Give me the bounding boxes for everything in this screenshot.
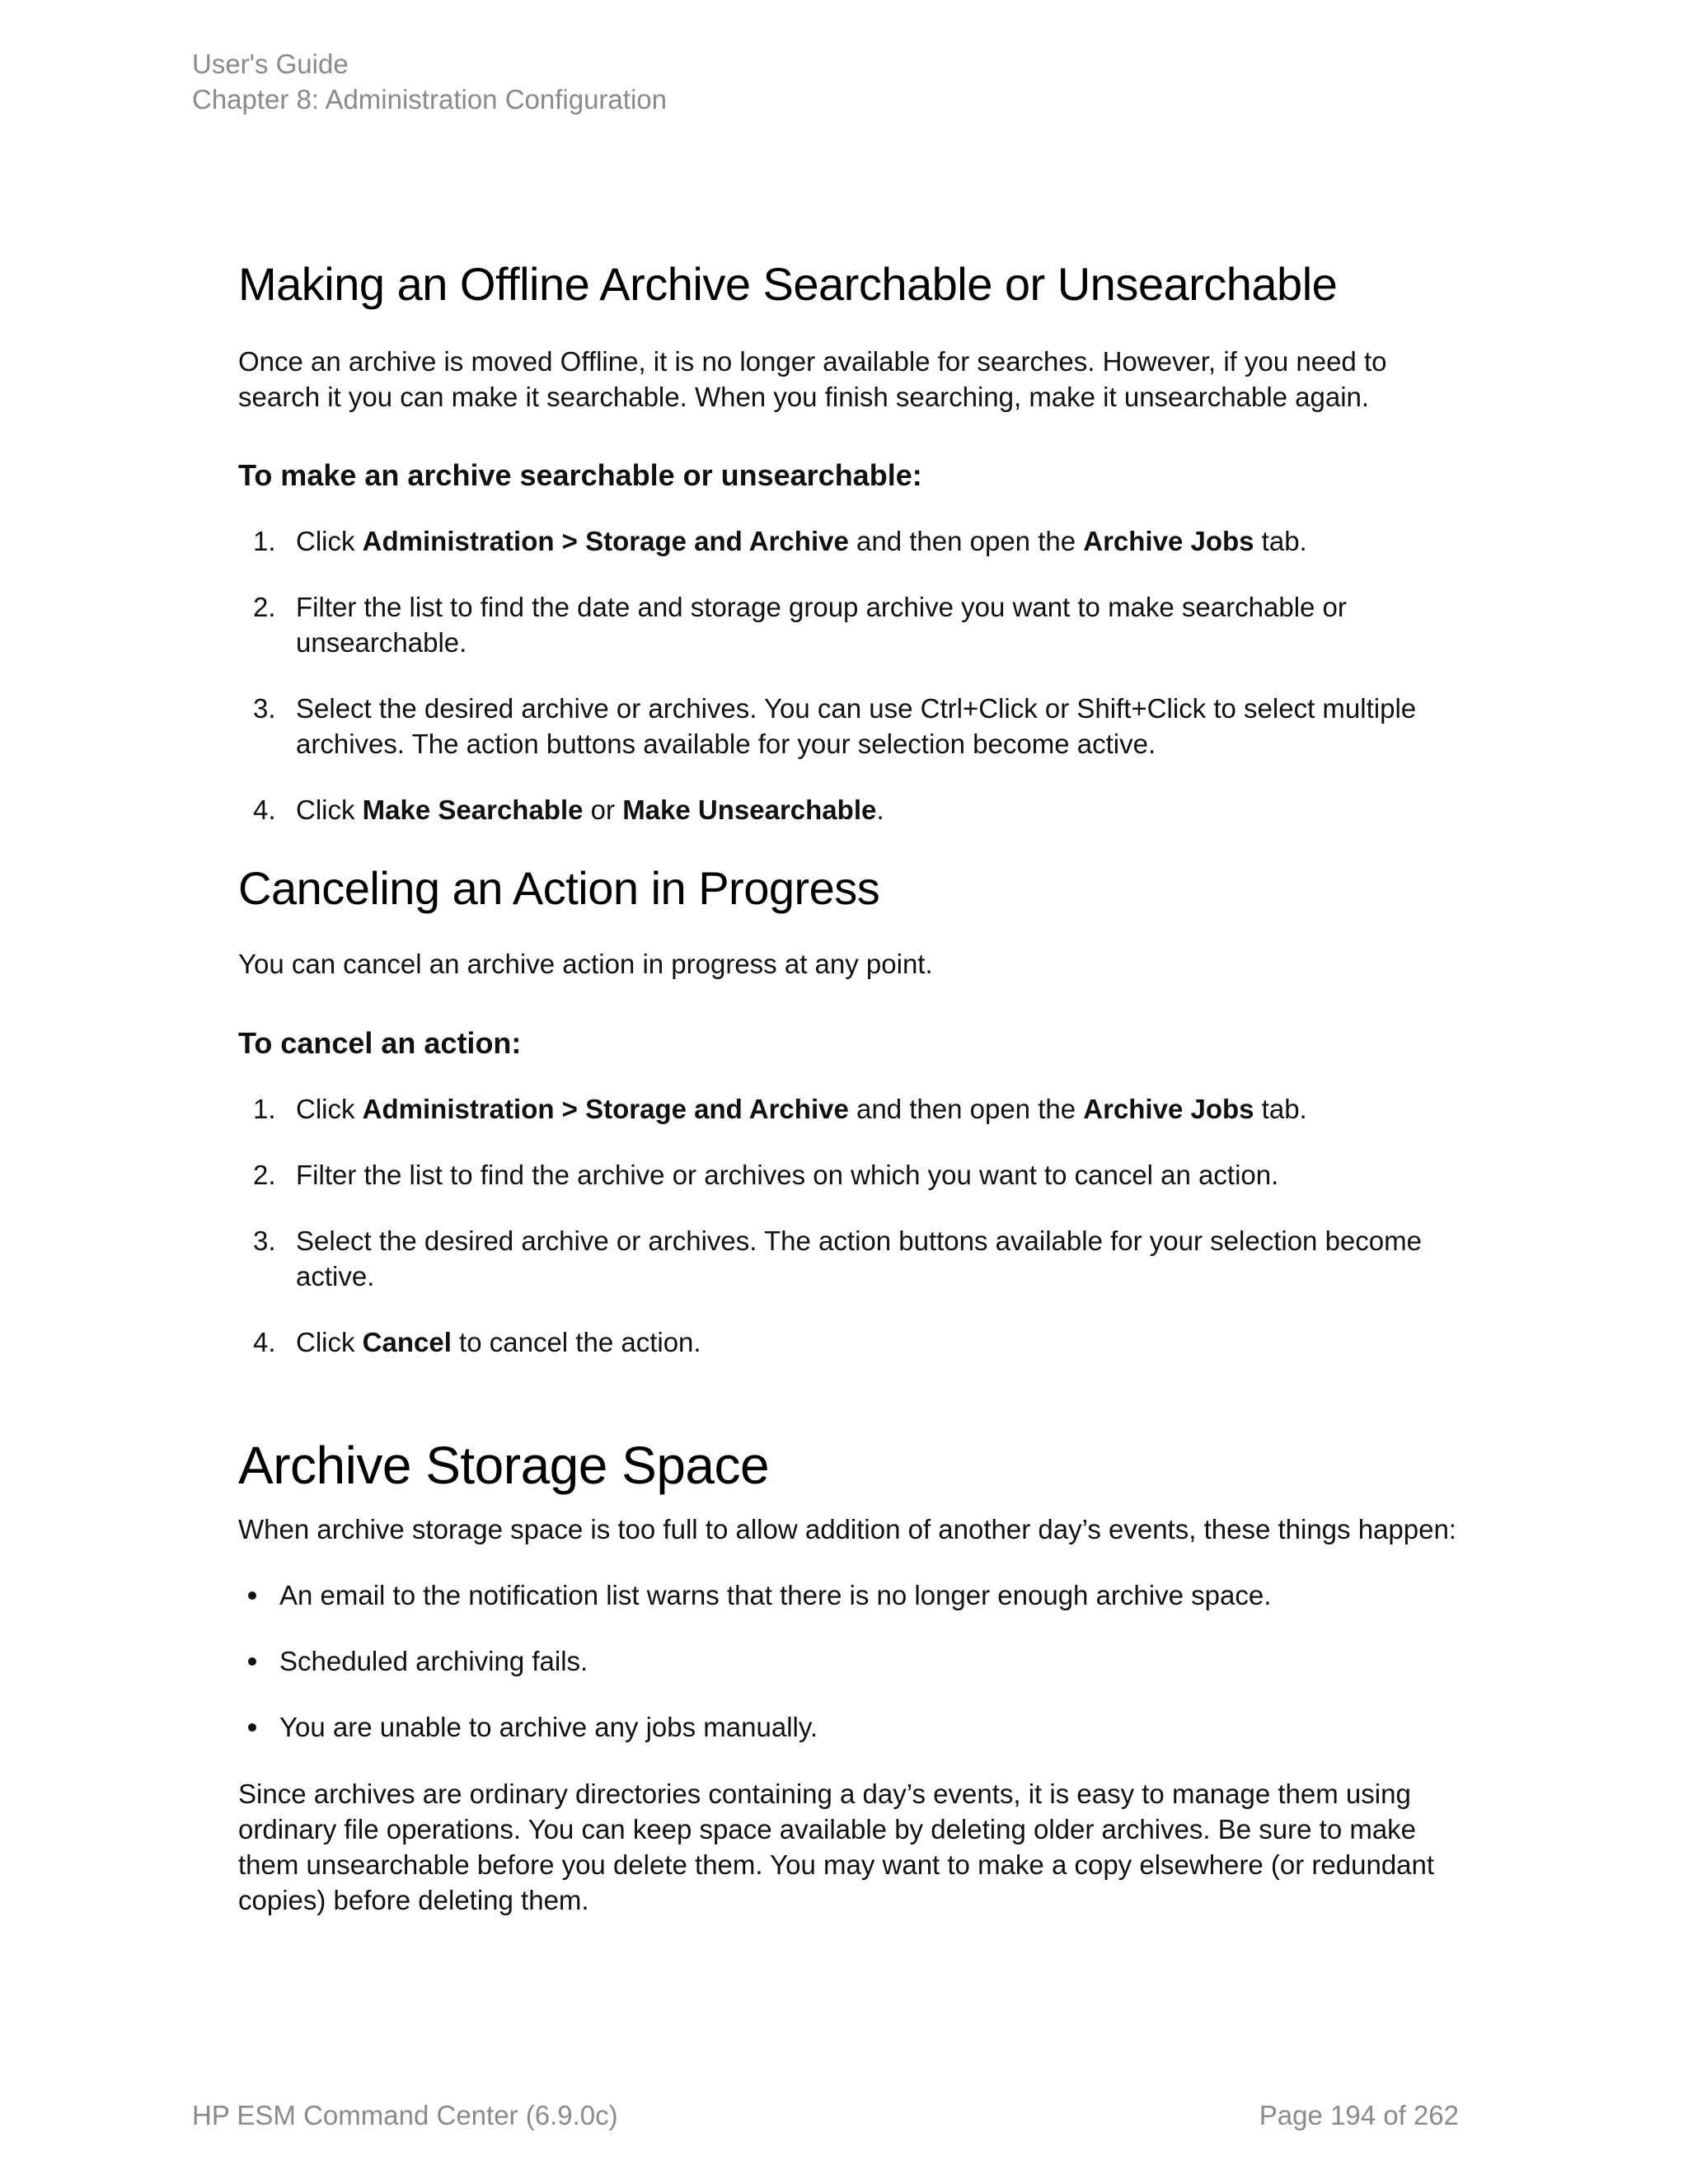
header-chapter-title: Chapter 8: Administration Configuration: [192, 84, 667, 115]
list-item: [238, 691, 1458, 762]
section-heading-storage-space: Archive Storage Space: [238, 1436, 770, 1495]
button-name: Cancel: [362, 1327, 452, 1357]
list-item: [238, 1223, 1458, 1294]
list-item: [238, 589, 1458, 660]
list-item: [238, 1091, 1458, 1127]
procedure-heading-searchable: To make an archive searchable or unsearchable:: [238, 458, 922, 492]
list-item: [238, 1643, 1458, 1679]
step-text: and then open the: [848, 1094, 1084, 1124]
step-text: or: [583, 794, 623, 825]
button-name: Make Unsearchable: [622, 794, 877, 825]
step-text: .: [876, 794, 884, 825]
bullet-text: You are unable to archive any jobs manually.: [279, 1712, 818, 1742]
bullet-icon: [248, 1723, 256, 1732]
step-text: Filter the list to find the archive or archives on which you want to cancel an action.: [296, 1160, 1279, 1190]
step-text: Click: [296, 526, 363, 556]
list-item: [238, 792, 1458, 827]
button-name: Make Searchable: [362, 794, 584, 825]
section-intro-cancel-action: You can cancel an archive action in progress at any point.: [238, 949, 933, 979]
list-item: [238, 1709, 1458, 1745]
menu-path: Administration > Storage and Archive: [362, 526, 849, 556]
step-number: 3.: [253, 693, 276, 724]
list-item: [238, 1324, 1458, 1360]
header-guide-title: User's Guide: [192, 49, 349, 79]
step-text: Click: [296, 1094, 363, 1124]
step-text: Click: [296, 794, 363, 825]
step-number: 2.: [253, 1160, 276, 1190]
step-number: 3.: [253, 1226, 276, 1256]
tab-name: Archive Jobs: [1083, 1094, 1254, 1124]
menu-path: Administration > Storage and Archive: [362, 1094, 849, 1124]
step-number: 1.: [253, 1094, 276, 1124]
step-text: to cancel the action.: [451, 1327, 701, 1357]
running-header: [192, 46, 667, 117]
step-text: Click: [296, 1327, 363, 1357]
step-number: 1.: [253, 526, 276, 556]
procedure-heading-cancel: To cancel an action:: [238, 1026, 522, 1060]
list-item: [238, 1577, 1458, 1613]
list-item: [238, 1157, 1458, 1193]
step-text: tab.: [1254, 526, 1307, 556]
bullet-text: An email to the notification list warns that there is no longer enough archive space.: [279, 1580, 1272, 1610]
tab-name: Archive Jobs: [1083, 526, 1254, 556]
step-text: Select the desired archive or archives. The action buttons available for your selection become active.: [296, 1226, 1422, 1291]
section-intro-storage-space: When archive storage space is too full to allow addition of another day’s events, these things happen:: [238, 1514, 1456, 1544]
step-number: 4.: [253, 794, 276, 825]
step-text: tab.: [1254, 1094, 1307, 1124]
step-number: 2.: [253, 592, 276, 622]
bullet-icon: [248, 1591, 256, 1600]
bullet-text: Scheduled archiving fails.: [279, 1646, 588, 1676]
step-text: and then open the: [848, 526, 1084, 556]
footer-page-number: Page 194 of 262: [1259, 2100, 1459, 2130]
step-text: Filter the list to find the date and storage group archive you want to make searchable or unsearchable.: [296, 592, 1347, 658]
bullet-icon: [248, 1657, 256, 1666]
section-heading-cancel-action: Canceling an Action in Progress: [238, 862, 880, 914]
list-item: [238, 523, 1458, 559]
section-intro-offline-archive: Once an archive is moved Offline, it is no longer available for searches. However, if you need to search it you can make it searchable. When you finish searching, make it unsearchable again.: [238, 346, 1387, 412]
step-text: Select the desired archive or archives. You can use Ctrl+Click or Shift+Click to select multiple archives. The action buttons available for your selection become active.: [296, 693, 1417, 759]
section-heading-offline-archive: Making an Offline Archive Searchable or Unsearchable: [238, 258, 1338, 310]
step-number: 4.: [253, 1327, 276, 1357]
footer-product: HP ESM Command Center (6.9.0c): [192, 2100, 618, 2130]
storage-closing-paragraph: Since archives are ordinary directories containing a day’s events, it is easy to manage them using ordinary file operations. You can keep space available by deleting older archives. Be sure to make them unsearchable before you delete them. You may want to make a copy elsewhere (or redundant copies) before deleting them.: [238, 1779, 1435, 1915]
